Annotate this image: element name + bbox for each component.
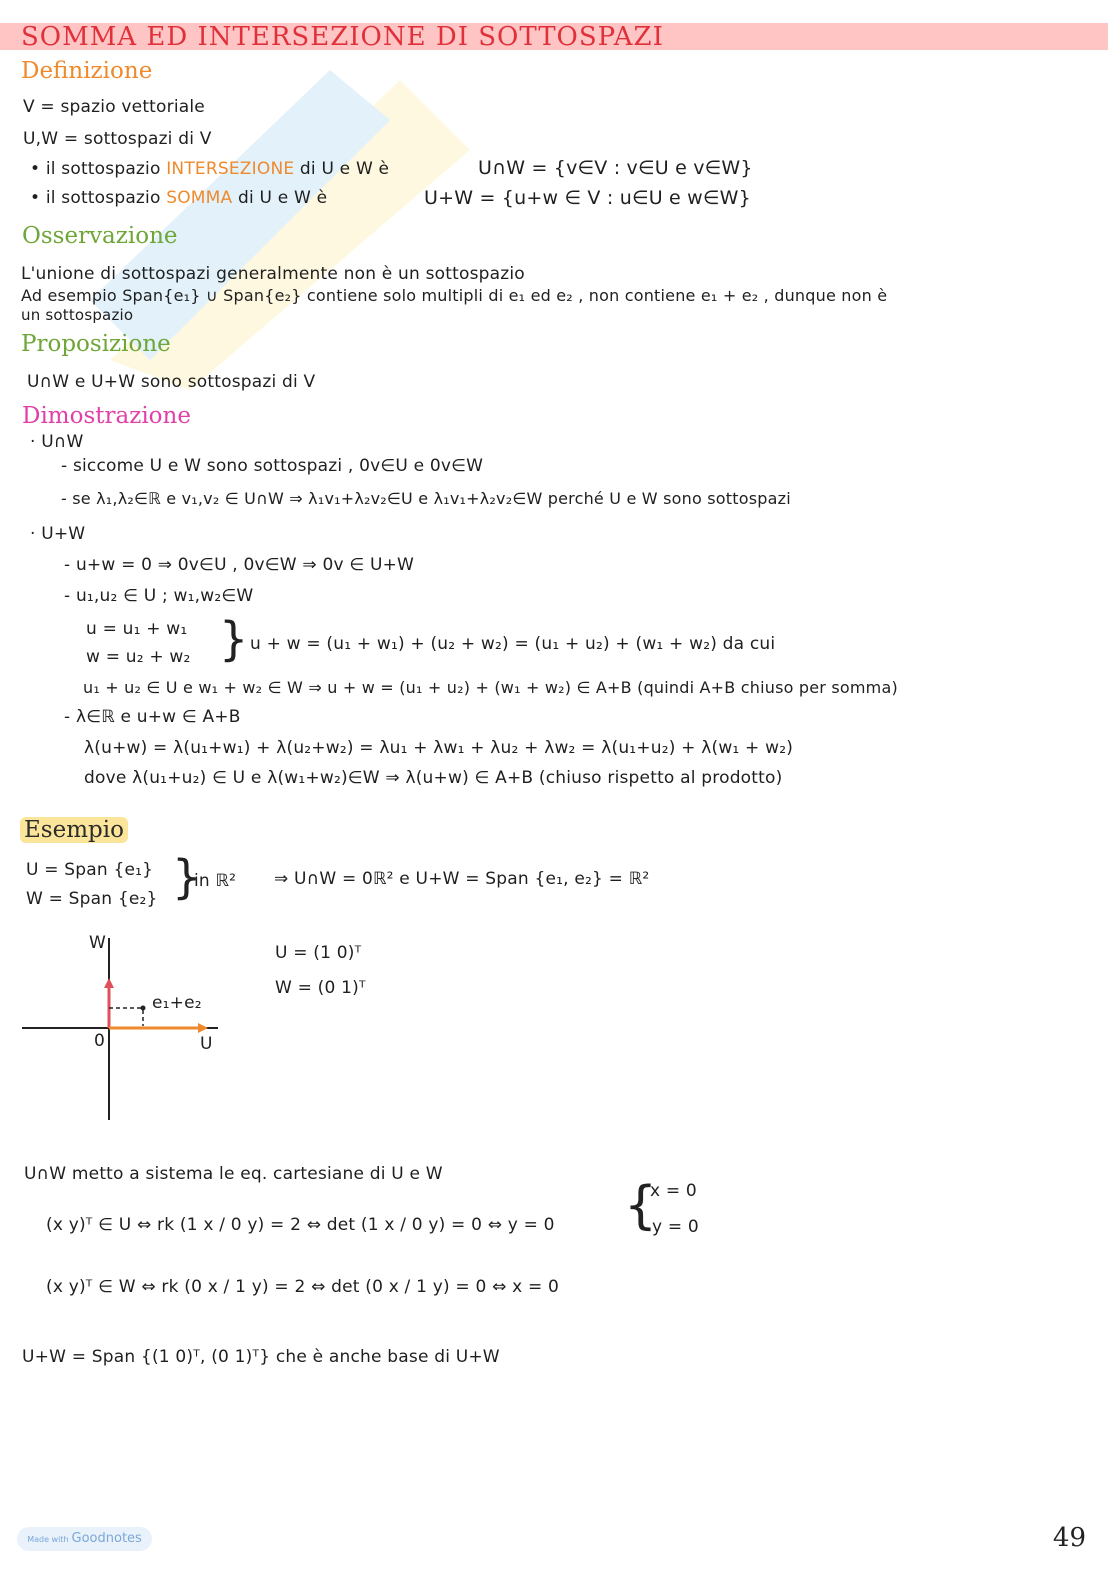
es-system-brace: {: [624, 1176, 658, 1236]
es-system-x: x = 0: [650, 1181, 697, 1201]
es-system-title: U∩W metto a sistema le eq. cartesiane di U e W: [24, 1164, 443, 1184]
def-b2-post: di U e W è: [237, 188, 328, 208]
badge-goodnotes: Goodnotes: [71, 1531, 142, 1546]
axis-u-label: U: [200, 1034, 213, 1054]
es-equation-2: (x y)ᵀ ∈ W ⇔ rk (0 x / 1 y) = 2 ⇔ det (0 x / 1 y) = 0 ⇔ x = 0: [46, 1277, 560, 1297]
prop-line-1: U∩W e U+W sono sottospazi di V: [27, 372, 316, 392]
dim-line-5: - u+w = 0 ⇒ 0v∈U , 0v∈W ⇒ 0v ∈ U+W: [64, 555, 415, 575]
heading-definizione: Definizione: [21, 58, 153, 84]
heading-dimostrazione: Dimostrazione: [22, 403, 191, 429]
es-vector-w: W = (0 1)ᵀ: [275, 978, 366, 998]
es-equation-1: (x y)ᵀ ∈ U ⇔ rk (1 x / 0 y) = 2 ⇔ det (1 x / 0 y) = 0 ⇔ y = 0: [46, 1215, 555, 1235]
es-result: ⇒ U∩W = 0ℝ² e U+W = Span {e₁, e₂} = ℝ²: [274, 869, 650, 889]
dim-line-2: - siccome U e W sono sottospazi , 0v∈U e 0v∈W: [61, 456, 484, 476]
def-b1-post: di U e W è: [299, 159, 390, 179]
point-label: e₁+e₂: [152, 993, 202, 1013]
oss-line-3: un sottospazio: [21, 306, 134, 324]
dim-line-3: - se λ₁,λ₂∈ℝ e v₁,v₂ ∈ U∩W ⇒ λ₁v₁+λ₂v₂∈U e λ₁v₁+λ₂v₂∈W perché U e W sono sottospazi: [61, 489, 791, 508]
oss-line-1: L'unione di sottospazi generalmente non è un sottospazio: [21, 264, 525, 284]
dim-line-10: λ(u+w) = λ(u₁+w₁) + λ(u₂+w₂) = λu₁ + λw₁ + λu₂ + λw₂ = λ(u₁+u₂) + λ(w₁ + w₂): [84, 738, 794, 758]
cartesian-plot: [18, 930, 238, 1125]
heading-osservazione: Osservazione: [22, 223, 178, 249]
vector-e1-head: [198, 1023, 208, 1033]
origin-label: 0: [94, 1031, 106, 1051]
es-def-w: W = Span {e₂}: [26, 889, 158, 909]
vector-e2-head: [104, 978, 114, 988]
dim-line-7c: u + w = (u₁ + w₁) + (u₂ + w₂) = (u₁ + u₂) + (w₁ + w₂) da cui: [250, 634, 776, 654]
dim-line-4: · U+W: [30, 524, 86, 544]
def-intersection-formula: U∩W = {v∈V : v∈U e v∈W}: [478, 157, 753, 179]
es-def-u: U = Span {e₁}: [26, 860, 154, 880]
dim-line-9: - λ∈ℝ e u+w ∈ A+B: [64, 707, 241, 727]
def-bullet-2: [30, 188, 327, 208]
def-b2-keyword: SOMMA: [166, 188, 233, 208]
es-system-y: y = 0: [652, 1217, 699, 1237]
page-title: SOMMA ED INTERSEZIONE DI SOTTOSPAZI: [21, 22, 664, 52]
def-b2-pre: • il sottospazio: [30, 188, 161, 208]
es-in-r2: in ℝ²: [194, 871, 237, 891]
es-brace: }: [172, 850, 202, 904]
def-b1-keyword: INTERSEZIONE: [166, 159, 295, 179]
dim-line-11: dove λ(u₁+u₂) ∈ U e λ(w₁+w₂)∈W ⇒ λ(u+w) ∈ A+B (chiuso rispetto al prodotto): [84, 768, 783, 788]
dim-line-7b: w = u₂ + w₂: [86, 647, 191, 667]
oss-line-2: Ad esempio Span{e₁} ∪ Span{e₂} contiene solo multipli di e₁ ed e₂ , non contiene e₁ + e₂ , dunque non è: [21, 286, 888, 305]
dim-line-7a: u = u₁ + w₁: [86, 619, 188, 639]
point-e1-e2: [141, 1006, 146, 1011]
def-line-1: V = spazio vettoriale: [23, 97, 205, 117]
dim-line-8: u₁ + u₂ ∈ U e w₁ + w₂ ∈ W ⇒ u + w = (u₁ + u₂) + (w₁ + w₂) ∈ A+B (quindi A+B chiuso per somma): [83, 678, 898, 697]
def-sum-formula: U+W = {u+w ∈ V : u∈U e w∈W}: [424, 187, 751, 209]
es-final: U+W = Span {(1 0)ᵀ, (0 1)ᵀ} che è anche base di U+W: [22, 1347, 500, 1367]
axis-w-label: W: [89, 933, 107, 953]
goodnotes-badge: [17, 1527, 152, 1551]
def-b1-pre: • il sottospazio: [30, 159, 161, 179]
heading-proposizione: Proposizione: [21, 331, 171, 357]
def-bullet-1: [30, 159, 389, 179]
dim-line-1: · U∩W: [30, 432, 84, 452]
es-vector-u: U = (1 0)ᵀ: [275, 943, 362, 963]
heading-esempio: Esempio: [20, 817, 128, 843]
dim-brace: }: [219, 612, 249, 666]
badge-made-with: Made with: [27, 1535, 69, 1544]
def-line-2: U,W = sottospazi di V: [23, 129, 212, 149]
page-number: 49: [1052, 1523, 1086, 1553]
dim-line-6: - u₁,u₂ ∈ U ; w₁,w₂∈W: [64, 586, 254, 606]
